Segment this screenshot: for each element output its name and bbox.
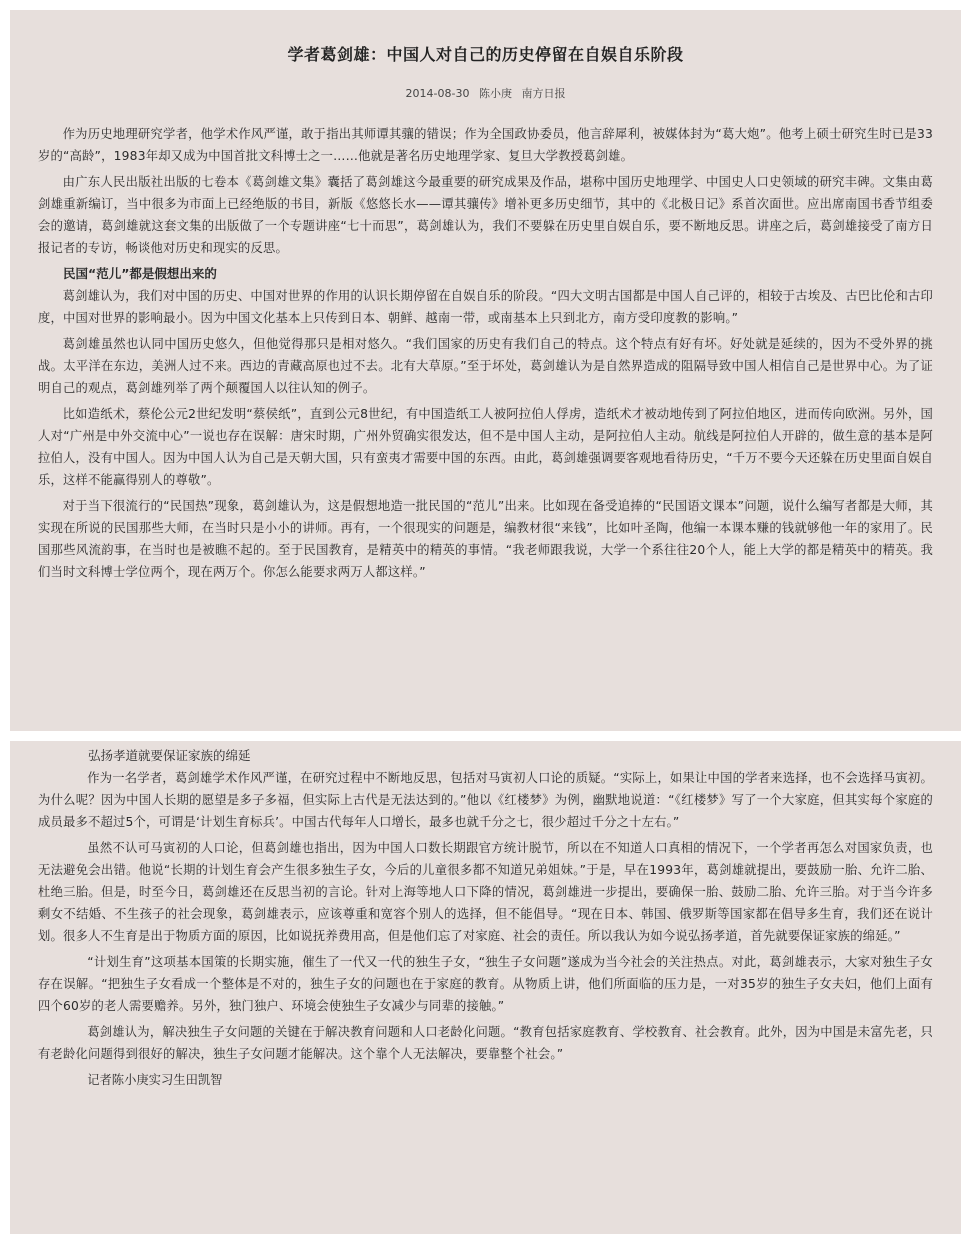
paragraph: “计划生育”这项基本国策的长期实施，催生了一代又一代的独生子女，“独生子女问题”遂成为当今社会的关注热点。对此，葛剑雄表示，大家对独生子女存在误解。“把独生子女看成一个整体是不对的，独生子女的问题也在于家庭的教育。从物质上讲，他们所面临的压力是，一对35岁的独生子女夫妇，他们上面有四个60岁的老人需要赡养。另外，独门独户、环境会使独生子女减少与同辈的接触。” <box>38 955 933 1013</box>
article-meta <box>38 85 933 101</box>
paragraph: 作为历史地理研究学者，他学术作风严谨，敢于指出其师谭其骧的错误；作为全国政协委员，他言辞犀利，被媒体封为“葛大炮”。他考上硕士研究生时已是33岁的“高龄”，1983年却又成为中国首批文科博士之一……他就是著名历史地理学家、复旦大学教授葛剑雄。 <box>38 127 933 163</box>
paragraph: 由广东人民出版社出版的七卷本《葛剑雄文集》囊括了葛剑雄这今最重要的研究成果及作品，堪称中国历史地理学、中国史人口史领域的研究丰碑。文集由葛剑雄重新编订，当中很多为市面上已经绝版的书目，新版《悠悠长水——谭其骧传》增补更多历史细节，其中的《北极日记》系首次面世。应出席南国书香节组委会的邀请，葛剑雄就这套文集的出版做了一个专题讲座“七十而思”，葛剑雄认为，我们不要躲在历史里自娱自乐，要不断地反思。讲座之后，葛剑雄接受了南方日报记者的专访，畅谈他对历史和现实的反思。 <box>38 175 933 255</box>
paragraph: 比如造纸术，蔡伦公元2世纪发明“蔡侯纸”，直到公元8世纪，有中国造纸工人被阿拉伯人俘虏，造纸术才被动地传到了阿拉伯地区，进而传向欧洲。另外，国人对“广州是中外交流中心”一说也存在误解：唐宋时期，广州外贸确实很发达，但不是中国人主动，是阿拉伯人主动。航线是阿拉伯人开辟的，做生意的基本是阿拉伯人，没有中国人。因为中国人认为自己是天朝大国，只有蛮夷才需要中国的东西。由此，葛剑雄强调要客观地看待历史，“千万不要今天还躲在历史里面自娱自乐，这样不能赢得别人的尊敬”。 <box>38 407 933 487</box>
article-panel-bottom <box>10 741 961 1234</box>
paragraph: 葛剑雄认为，解决独生子女问题的关键在于解决教育问题和人口老龄化问题。“教育包括家庭教育、学校教育、社会教育。此外，因为中国是未富先老，只有老龄化问题得到很好的解决，独生子女问题才能解决。这个靠个人无法解决，要靠整个社会。” <box>38 1025 933 1061</box>
section-heading: 民国“范儿”都是假想出来的 <box>63 266 217 281</box>
article-author: 陈小庚 <box>478 87 512 100</box>
article-panel-top <box>10 10 961 731</box>
paragraph: 葛剑雄认为，我们对中国的历史、中国对世界的作用的认识长期停留在自娱自乐的阶段。“四大文明古国都是中国人自己评的，相较于古埃及、古巴比伦和古印度，中国对世界的影响最小。因为中国文化基本上只传到日本、朝鲜、越南一带，或南基本上只到北方，南方受印度教的影响。” <box>38 289 933 325</box>
paragraph: 作为一名学者，葛剑雄学术作风严谨，在研究过程中不断地反思，包括对马寅初人口论的质疑。“实际上，如果让中国的学者来选择，也不会选择马寅初。为什么呢？因为中国人长期的愿望是多子多福，但实际上古代是无法达到的。”他以《红楼梦》为例，幽默地说道：“《红楼梦》写了一个大家庭，但其实每个家庭的成员最多不超过5个，可谓是‘计划生育标兵’。中国古代每年人口增长，最多也就千分之七，很少超过千分之十左右。” <box>38 771 933 829</box>
paragraph: 虽然不认可马寅初的人口论，但葛剑雄也指出，因为中国人口数长期跟官方统计脱节，所以在不知道人口真相的情况下，一个学者再怎么对国家负责，也无法避免会出错。他说“长期的计划生育会产生很多独生子女，今后的儿童很多都不知道兄弟姐妹。”于是，早在1993年，葛剑雄就提出，要鼓励一胎、允许二胎、杜绝三胎。但是，时至今日，葛剑雄还在反思当初的言论。针对上海等地人口下降的情况，葛剑雄进一步提出，要确保一胎、鼓励二胎、允许三胎。对于当今许多剩女不结婚、不生孩子的社会现象，葛剑雄表示，应该尊重和宽容个别人的选择，但不能倡导。“现在日本、韩国、俄罗斯等国家都在倡导多生育，我们还在说计划。很多人不生育是出于物质方面的原因，比如说抚养费用高，但是他们忘了对家庭、社会的责任。所以我认为如今说弘扬孝道，首先就要保证家族的绵延。” <box>38 841 933 943</box>
article-byline: 记者陈小庚实习生田凯智 <box>87 1073 223 1087</box>
article-source: 南方日报 <box>521 87 566 100</box>
section-heading: 弘扬孝道就要保证家族的绵延 <box>88 748 251 763</box>
paragraph: 葛剑雄虽然也认同中国历史悠久，但他觉得那只是相对悠久。“我们国家的历史有我们自己的特点。这个特点有好有坏。好处就是延续的，因为不受外界的挑战。太平洋在东边，美洲人过不来。西边的青藏高原也过不去。北有大草原。”至于坏处，葛剑雄认为是自然界造成的阻隔导致中国人相信自己是世界中心。为了证明自己的观点，葛剑雄列举了两个颠覆国人以往认知的例子。 <box>38 337 933 395</box>
paragraph: 对于当下很流行的“民国热”现象，葛剑雄认为，这是假想地造一批民国的“范儿”出来。比如现在备受追捧的“民国语文课本”问题，说什么编写者都是大师，其实现在所说的民国那些大师，在当时只是小小的讲师。再有，一个很现实的问题是，编教材很“来钱”，比如叶圣陶，他编一本课本赚的钱就够他一年的家用了。民国那些风流韵事，在当时也是被瞧不起的。至于民国教育，是精英中的精英的事情。“我老师跟我说，大学一个系往往20个人，能上大学的都是精英中的精英。我们当时文科博士学位两个，现在两万个。你怎么能要求两万人都这样。” <box>38 499 933 579</box>
article-date: 2014-08-30 <box>405 87 470 100</box>
article-title: 学者葛剑雄：中国人对自己的历史停留在自娱自乐阶段 <box>287 45 684 64</box>
